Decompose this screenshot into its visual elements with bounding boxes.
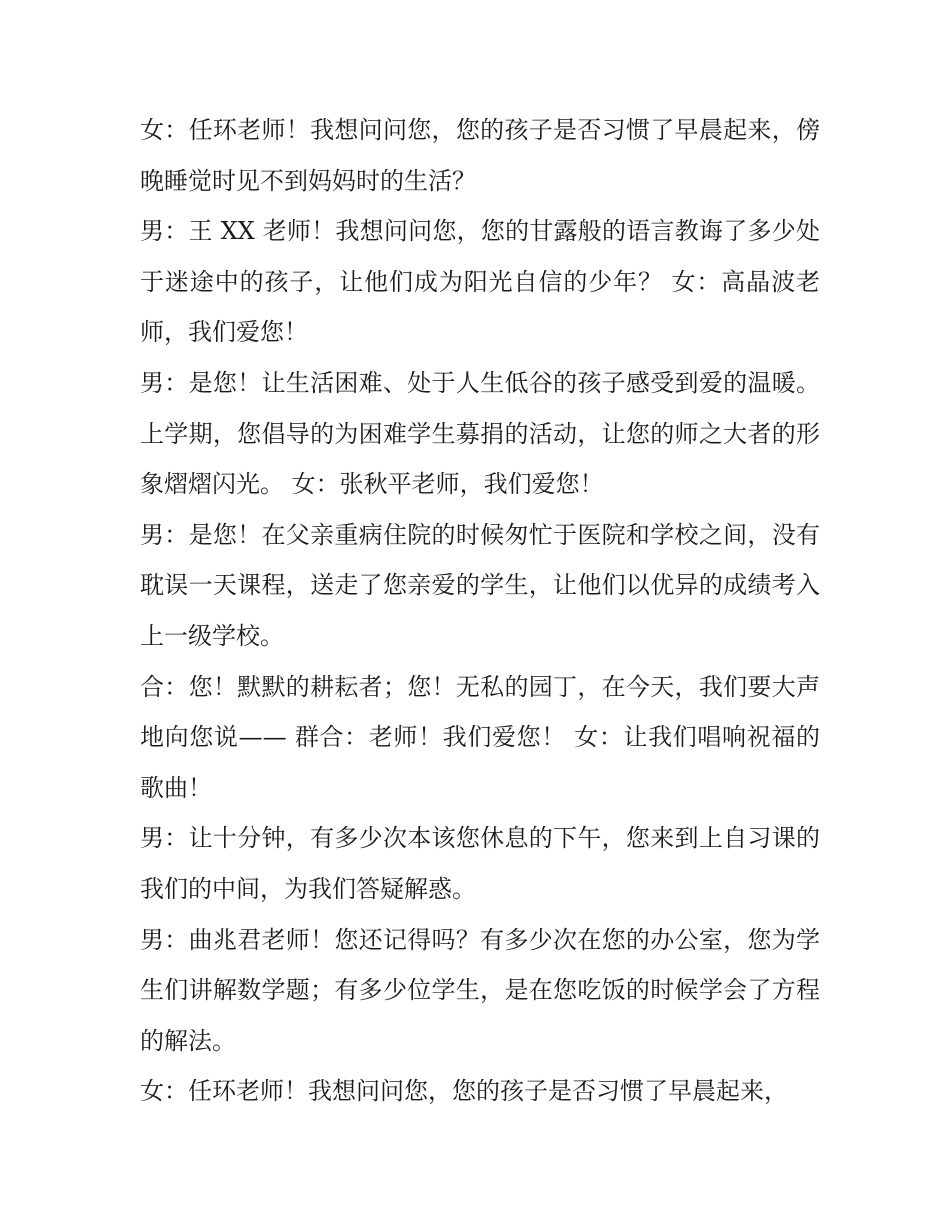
paragraph-1: 女：任环老师！我想问问您，您的孩子是否习惯了早晨起来，傍晚睡觉时见不到妈妈时的生活？ <box>140 116 820 195</box>
paragraph-3: 男：是您！让生活困难、处于人生低谷的孩子感受到爱的温暖。上学期，您倡导的为困难学生募捐的活动，让您的师之大者的形象熠熠闪光。 女：张秋平老师，我们爱您！ <box>140 368 820 499</box>
paragraph-4: 男：是您！在父亲重病住院的时候匆忙于医院和学校之间，没有耽误一天课程，送走了您亲爱的学生，让他们以优异的成绩考入上一级学校。 <box>140 520 820 650</box>
paragraph-5: 合：您！默默的耕耘者；您！无私的园丁，在今天，我们要大声地向您说—— 群合：老师！我们爱您！ 女：让我们唱响祝福的歌曲！ <box>140 672 820 802</box>
paragraph-6: 男：让十分钟，有多少次本该您休息的下午，您来到上自习课的我们的中间，为我们答疑解惑。 <box>140 824 820 903</box>
paragraph-8: 女：任环老师！我想问问您，您的孩子是否习惯了早晨起来， <box>140 1077 788 1106</box>
paragraph-7: 男：曲兆君老师！您还记得吗？有多少次在您的办公室，您为学生们讲解数学题；有多少位学生，是在您吃饭的时候学会了方程的解法。 <box>140 925 820 1055</box>
document-body <box>140 105 820 1117</box>
paragraph-2: 男：王 XX 老师！我想问问您，您的甘露般的语言教诲了多少处于迷途中的孩子，让他们成为阳光自信的少年？ 女：高晶波老师，我们爱您！ <box>140 217 820 347</box>
